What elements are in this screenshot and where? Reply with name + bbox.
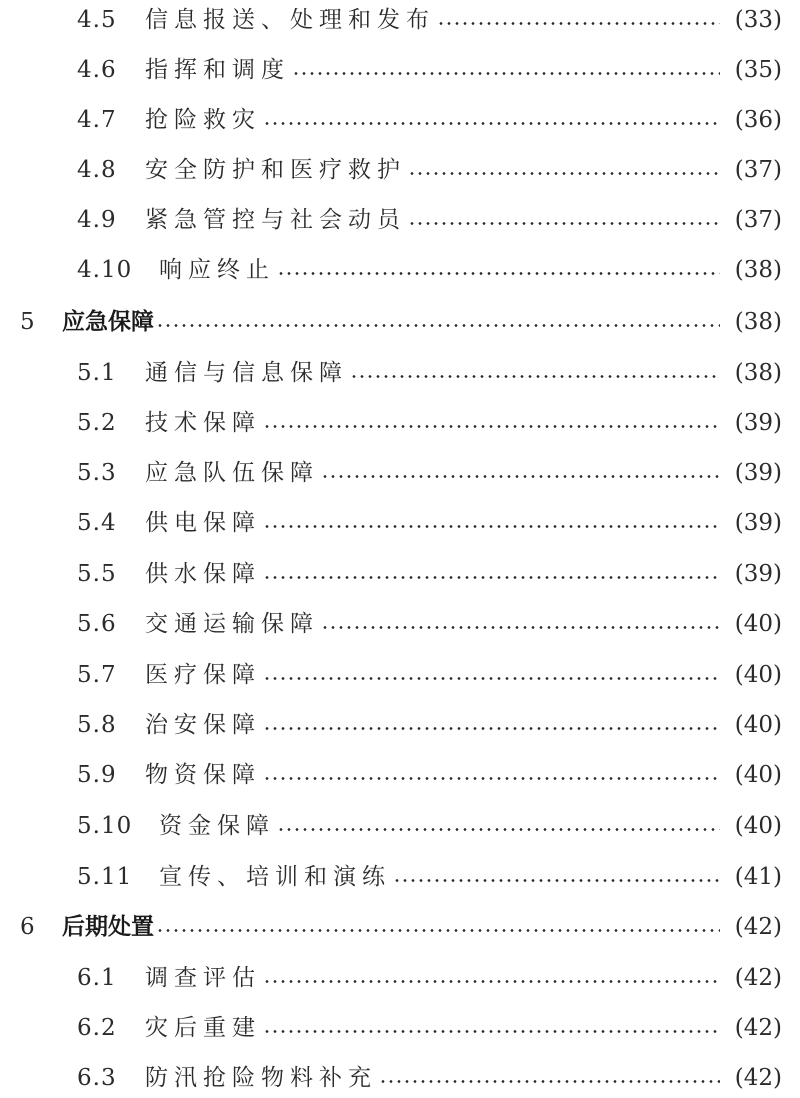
section-number: 4.5 [77, 7, 117, 33]
section-number: 5.2 [77, 410, 117, 436]
section-title: 通信与信息保障 [145, 360, 348, 386]
dot-leader [277, 250, 720, 290]
toc-entry-5-5[interactable] [0, 554, 800, 594]
section-number: 4.7 [77, 107, 117, 133]
section-number: 5.6 [77, 611, 117, 637]
page-number: (38) [734, 360, 782, 386]
page-number: (39) [734, 510, 782, 536]
dot-leader [292, 50, 720, 90]
dot-leader [263, 655, 720, 695]
section-number: 6.2 [77, 1015, 117, 1041]
section-number: 5.8 [77, 712, 117, 738]
dot-leader [263, 755, 720, 795]
section-title: 宣传、培训和演练 [159, 864, 391, 890]
page-number: (36) [734, 107, 782, 133]
toc-entry-5-11[interactable] [0, 857, 800, 897]
toc-entry-5-6[interactable] [0, 604, 800, 644]
page-number: (39) [734, 460, 782, 486]
dot-leader [321, 453, 720, 493]
toc-entry-4-5[interactable] [0, 0, 800, 40]
toc-entry-4-9[interactable] [0, 200, 800, 240]
section-title: 资金保障 [159, 813, 275, 839]
section-title: 抢险救灾 [145, 107, 261, 133]
toc-entry-6-3[interactable] [0, 1058, 800, 1098]
dot-leader [263, 705, 720, 745]
toc-entry-5-7[interactable] [0, 655, 800, 695]
section-title: 交通运输保障 [145, 611, 319, 637]
chapter-number: 6 [20, 914, 35, 940]
dot-leader [156, 907, 720, 947]
toc-chapter-6[interactable] [0, 907, 800, 947]
page-number: (40) [734, 611, 782, 637]
section-number: 5.3 [77, 460, 117, 486]
section-number: 5.9 [77, 762, 117, 788]
dot-leader [263, 100, 720, 140]
section-number: 5.7 [77, 662, 117, 688]
section-number: 5.11 [77, 864, 133, 890]
toc-entry-4-10[interactable] [0, 250, 800, 290]
page-number: (41) [734, 864, 782, 890]
toc-entry-5-2[interactable] [0, 403, 800, 443]
section-title: 治安保障 [145, 712, 261, 738]
section-number: 6.1 [77, 965, 117, 991]
dot-leader [408, 150, 720, 190]
toc-entry-5-9[interactable] [0, 755, 800, 795]
dot-leader [263, 958, 720, 998]
section-title: 信息报送、处理和发布 [145, 7, 435, 33]
dot-leader [379, 1058, 720, 1098]
section-title: 物资保障 [145, 762, 261, 788]
section-title: 防汛抢险物料补充 [145, 1065, 377, 1091]
chapter-title: 后期处置 [62, 914, 154, 940]
dot-leader [156, 302, 720, 342]
toc-entry-6-2[interactable] [0, 1008, 800, 1048]
section-title: 调查评估 [145, 965, 261, 991]
section-number: 6.3 [77, 1065, 117, 1091]
dot-leader [437, 0, 720, 40]
toc-entry-6-1[interactable] [0, 958, 800, 998]
page-number: (40) [734, 813, 782, 839]
page-number: (37) [734, 157, 782, 183]
section-number: 5.4 [77, 510, 117, 536]
section-number: 4.8 [77, 157, 117, 183]
page-number: (38) [734, 309, 782, 335]
page-number: (38) [734, 257, 782, 283]
toc-entry-5-8[interactable] [0, 705, 800, 745]
section-number: 5.10 [77, 813, 133, 839]
page-number: (37) [734, 207, 782, 233]
toc-entry-5-1[interactable] [0, 353, 800, 393]
toc-entry-5-4[interactable] [0, 503, 800, 543]
dot-leader [263, 1008, 720, 1048]
toc-chapter-5[interactable] [0, 302, 800, 342]
section-title: 应急队伍保障 [145, 460, 319, 486]
dot-leader [263, 554, 720, 594]
page-number: (33) [734, 7, 782, 33]
section-title: 指挥和调度 [145, 57, 290, 83]
toc-entry-5-10[interactable] [0, 806, 800, 846]
section-title: 响应终止 [159, 257, 275, 283]
section-number: 4.10 [77, 257, 133, 283]
page-number: (35) [734, 57, 782, 83]
dot-leader [321, 604, 720, 644]
page-number: (40) [734, 712, 782, 738]
dot-leader [393, 857, 720, 897]
page-number: (42) [734, 1065, 782, 1091]
chapter-title: 应急保障 [62, 309, 154, 335]
section-number: 4.9 [77, 207, 117, 233]
dot-leader [263, 503, 720, 543]
section-title: 供水保障 [145, 561, 261, 587]
toc-entry-4-8[interactable] [0, 150, 800, 190]
page-number: (40) [734, 762, 782, 788]
dot-leader [277, 806, 720, 846]
section-number: 5.5 [77, 561, 117, 587]
toc-entry-5-3[interactable] [0, 453, 800, 493]
page-number: (42) [734, 914, 782, 940]
section-title: 技术保障 [145, 410, 261, 436]
section-number: 4.6 [77, 57, 117, 83]
page-number: (39) [734, 561, 782, 587]
toc-entry-4-6[interactable] [0, 50, 800, 90]
page-number: (42) [734, 965, 782, 991]
page-number: (42) [734, 1015, 782, 1041]
toc-entry-4-7[interactable] [0, 100, 800, 140]
page-number: (39) [734, 410, 782, 436]
dot-leader [350, 353, 720, 393]
section-title: 灾后重建 [145, 1015, 261, 1041]
section-title: 安全防护和医疗救护 [145, 157, 406, 183]
section-number: 5.1 [77, 360, 117, 386]
section-title: 紧急管控与社会动员 [145, 207, 406, 233]
chapter-number: 5 [20, 309, 35, 335]
dot-leader [263, 403, 720, 443]
section-title: 医疗保障 [145, 662, 261, 688]
section-title: 供电保障 [145, 510, 261, 536]
page-number: (40) [734, 662, 782, 688]
dot-leader [408, 200, 720, 240]
